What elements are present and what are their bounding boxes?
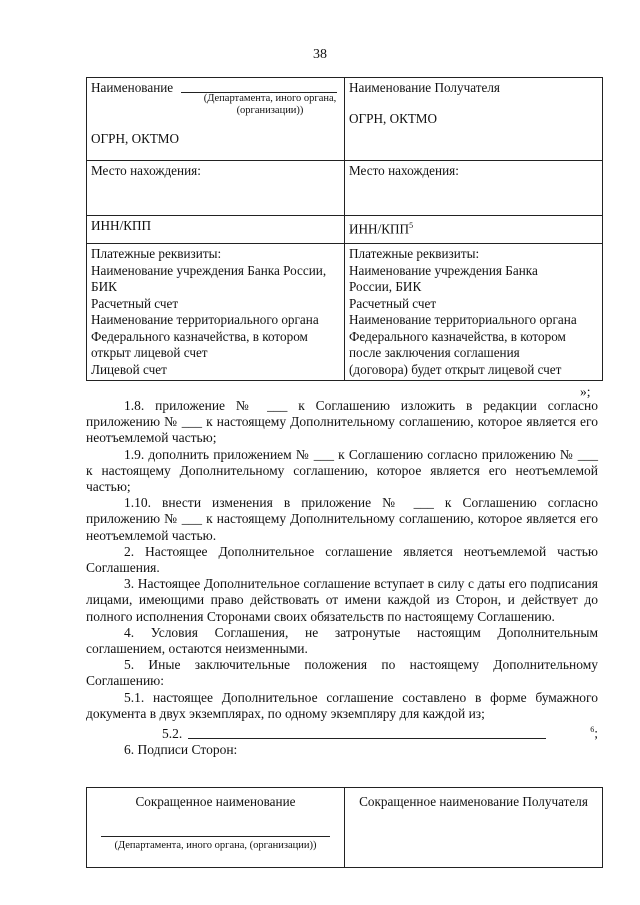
pay-line: открыт лицевой счет (91, 345, 208, 360)
page-number: 38 (313, 47, 327, 62)
blank-line (188, 738, 546, 739)
pay-line: Федерального казначейства, в котором (91, 328, 308, 344)
p52-label: 5.2. (162, 725, 183, 741)
pay-line: Федерального казначейства, в котором (349, 328, 566, 344)
left-payment (87, 244, 345, 381)
requisites-table (86, 77, 603, 381)
pay-line: после заключения соглашения (349, 345, 520, 360)
pay-line: Наименование учреждения Банка России, (91, 262, 327, 278)
pay-line: Наименование территориального органа (91, 312, 319, 327)
left-signature-cell (87, 788, 345, 868)
footnote-ref: 5 (409, 221, 414, 230)
footnote-ref: 6 (590, 725, 595, 735)
right-inn-cell (345, 216, 603, 244)
signatures-table (86, 787, 603, 868)
right-signature-cell (345, 788, 603, 868)
paragraph: 1.8. приложение № ___ к Соглашению изложить в редакции согласно приложению № ___ к настоящему Дополнительному соглашению, которое является его неотъемлемой частью; (86, 398, 598, 446)
right-payment (345, 244, 603, 381)
pay-line: Платежные реквизиты: (349, 246, 480, 261)
left-name-label: Наименование (91, 80, 174, 95)
left-inn: ИНН/КПП (87, 216, 345, 244)
closing-quote: »; (580, 384, 591, 399)
pay-line: (договора) будет открыт лицевой счет (349, 361, 562, 377)
paragraph: 3. Настоящее Дополнительное соглашение вступает в силу с даты его подписания лицами, имеющими право действовать от имени каждой из Сторон, и действует до полного исполнения Сторонами своих обязательств по настоящему Соглашению. (86, 576, 598, 624)
signature-line (101, 836, 330, 837)
right-ogrn: ОГРН, ОКТМО (349, 110, 438, 126)
left-ogrn: ОГРН, ОКТМО (91, 130, 180, 146)
right-name-cell (345, 78, 603, 161)
paragraph: 1.10. внести изменения в приложение № ___ к Соглашению согласно приложению № ___ к настоящему Дополнительному соглашению, которое является его неотъемлемой частью. (86, 495, 598, 543)
paragraph-5-2 (86, 722, 598, 742)
paragraph: 5.1. настоящее Дополнительное соглашение составлено в форме бумажного документа в двух экземплярах, по одному экземпляру для каждой из; (86, 689, 598, 721)
signature-note: (Департамента, иного органа, (организации)) (114, 840, 317, 851)
pay-line: Наименование территориального органа (349, 312, 577, 327)
left-short-name: Сокращенное наименование (135, 794, 296, 809)
pay-line: России, БИК (349, 279, 422, 294)
right-location: Место нахождения: (345, 161, 603, 216)
paragraph: 1.9. дополнить приложением № ___ к Соглашению согласно приложению № ___ к настоящему Дополнительному соглашению, которое является его неотъемлемой частью; (86, 446, 598, 495)
paragraph: 2. Настоящее Дополнительное соглашение является неотъемлемой частью Соглашения. (86, 543, 598, 576)
pay-line: БИК (91, 279, 117, 294)
paragraph: 6. Подписи Сторон: (124, 741, 238, 757)
dept-note: (Департамента, иного органа, (организации)) (203, 93, 337, 116)
right-inn: ИНН/КПП (349, 221, 410, 237)
right-short-name: Сокращенное наименование Получателя (359, 794, 588, 809)
left-name-cell (87, 78, 345, 161)
pay-line: Расчетный счет (349, 295, 437, 311)
p52-end: ; (594, 725, 598, 741)
right-name-label: Наименование Получателя (349, 80, 500, 95)
pay-line: Наименование учреждения Банка (349, 262, 538, 278)
pay-line: Расчетный счет (91, 295, 179, 311)
pay-line: Платежные реквизиты: (91, 246, 222, 261)
pay-line: Лицевой счет (91, 361, 167, 377)
document-body (86, 398, 598, 758)
paragraph: 4. Условия Соглашения, не затронутые настоящим Дополнительным соглашением, остаются неизменными. (86, 624, 598, 657)
paragraph: 5. Иные заключительные положения по настоящему Дополнительному Соглашению: (86, 657, 598, 689)
left-location: Место нахождения: (87, 161, 345, 216)
